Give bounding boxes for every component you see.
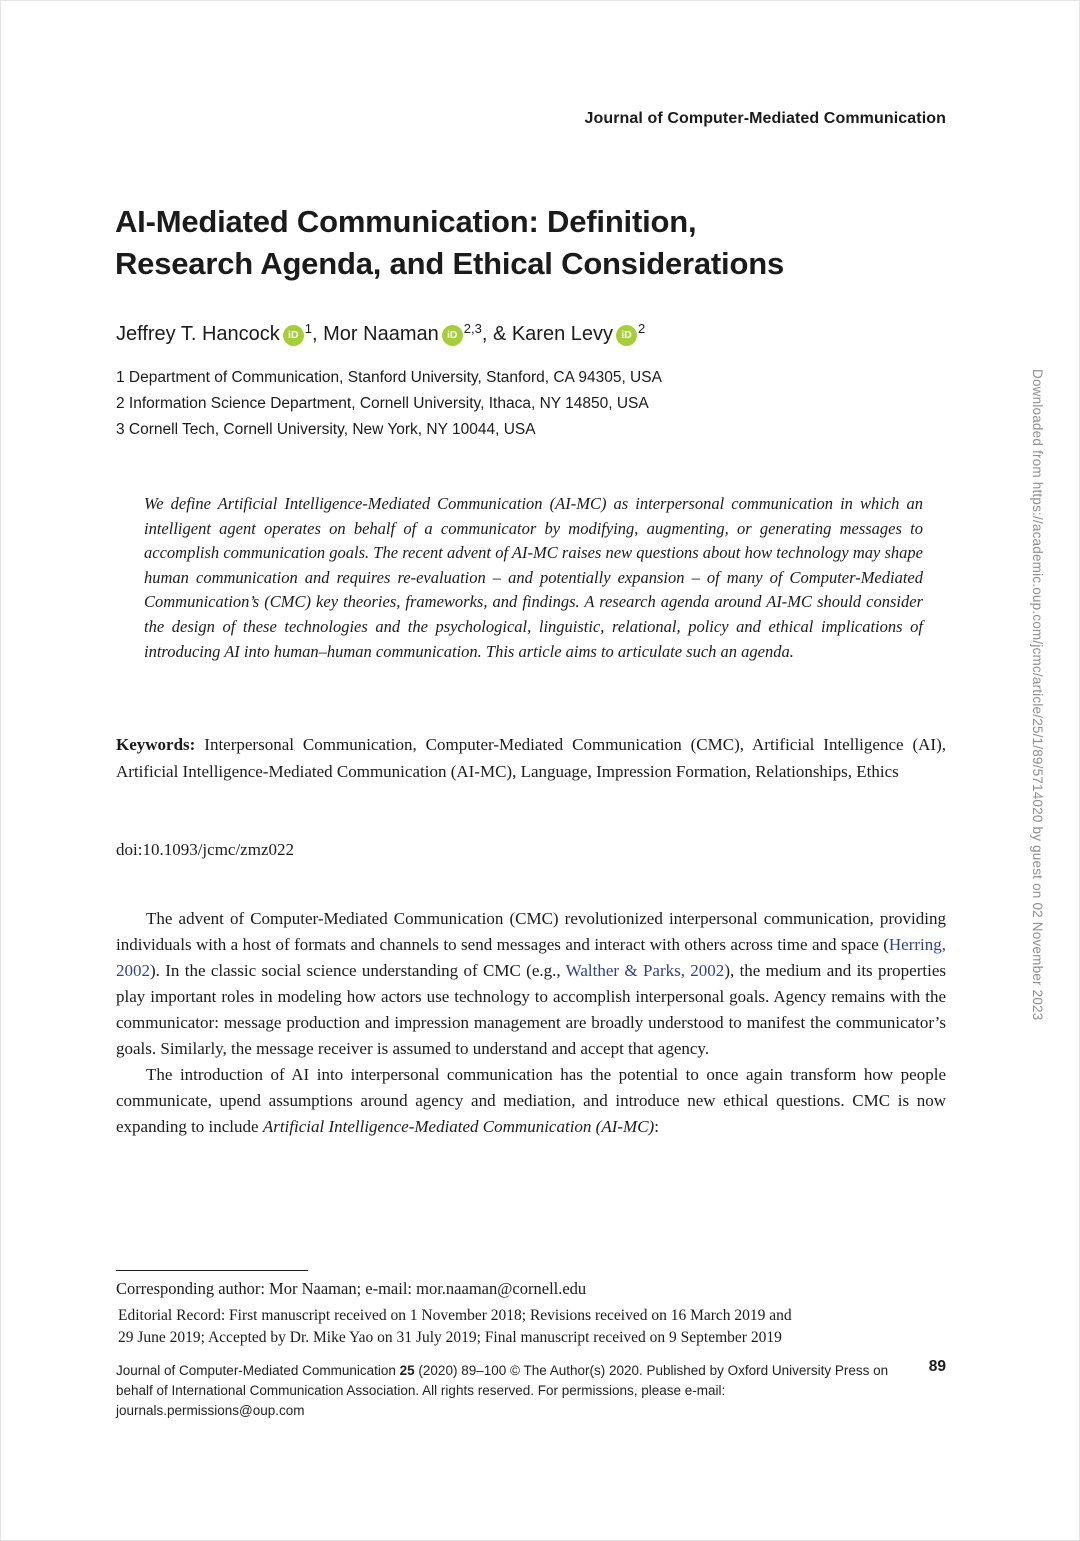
footer-line: behalf of International Communication Association. All rights reserved. For permissions, please e-mail: journals.permissions@oup.com <box>116 1383 726 1418</box>
corresponding-author-note: Corresponding author: Mor Naaman; e-mail: mor.naaman@cornell.edu <box>116 1279 587 1298</box>
orcid-icon[interactable] <box>283 325 304 346</box>
editorial-record-note <box>118 1305 948 1349</box>
paragraph-text: The advent of Computer-Mediated Communication (CMC) revolutionized interpersonal communication, providing individuals with a host of formats and channels to send messages and interact with others across time and space ( <box>116 909 946 954</box>
affiliations-list <box>116 365 976 443</box>
author-affiliation-sup: 2 <box>638 321 646 336</box>
download-watermark: Downloaded from https://academic.oup.com/jcmc/article/25/1/89/5714020 by guest on 02 November 2023 <box>1030 369 1045 1021</box>
author-name: Mor Naaman <box>323 323 439 345</box>
orcid-icon[interactable] <box>442 325 463 346</box>
author-affiliation-sup: 1 <box>304 321 313 336</box>
page-number: 89 <box>928 1358 946 1375</box>
author-name: Jeffrey T. Hancock <box>116 323 280 345</box>
paragraph-text: The introduction of AI into interpersonal communication has the potential to once again transform how people communicate, upend assumptions around agency and mediation, and introduce new ethical questions. CMC is now expanding to include <box>116 1065 946 1136</box>
editorial-record-line: 29 June 2019; Accepted by Dr. Mike Yao on 31 July 2019; Final manuscript received on 9 September 2019 <box>118 1329 782 1346</box>
article-body <box>116 906 946 1140</box>
keywords-text: Interpersonal Communication, Computer-Mediated Communication (CMC), Artificial Intelligence (AI), Artificial Intelligence-Mediated Communication (AI-MC), Language, Impression Formation, Relationships, Ethics <box>116 735 946 781</box>
affiliation-item: 3 Cornell Tech, Cornell University, New York, NY 10044, USA <box>116 421 536 438</box>
editorial-record-line: Editorial Record: First manuscript received on 1 November 2018; Revisions received on 16 March 2019 and <box>118 1307 792 1324</box>
paragraph-text: : <box>654 1117 659 1136</box>
page-title <box>115 201 975 285</box>
doi-text: doi:10.1093/jcmc/zmz022 <box>116 840 294 859</box>
author-name: Karen Levy <box>511 323 614 345</box>
author-affiliation-sup: 2,3 <box>463 321 482 336</box>
paragraph-text: ). In the classic social science understanding of CMC (e.g., <box>150 961 566 980</box>
footer-text: Journal of Computer-Mediated Communication <box>116 1363 400 1378</box>
author-separator: , & <box>481 323 512 345</box>
citation-link-herring-2002[interactable]: Herring, 2002 <box>116 935 946 980</box>
abstract-text: We define Artificial Intelligence-Mediated Communication (AI-MC) as interpersonal communication in which an intelligent agent operates on behalf of a communicator by modifying, augmenting, or generating messages to accomplish communication goals. The recent advent of AI-MC raises new questions about how technology may shape human communication and requires re-evaluation – and potentially expansion – of many of Computer-Mediated Communication’s (CMC) key theories, frameworks, and findings. A research agenda around AI-MC should consider the design of these technologies and the psychological, linguistic, relational, policy and ethical implications of introducing AI into human–human communication. This article aims to articulate such an agenda. <box>144 494 923 661</box>
footnote-divider <box>116 1270 308 1271</box>
orcid-icon-label: iD <box>447 329 458 341</box>
footer-volume: 25 <box>399 1363 415 1378</box>
orcid-icon-label: iD <box>621 329 632 341</box>
title-line-2: Research Agenda, and Ethical Considerations <box>115 246 784 281</box>
citation-link-walther-parks-2002[interactable]: Walther & Parks, 2002 <box>565 961 725 980</box>
paragraph-text: ), the medium and its properties play important roles in modeling how actors use technology to accomplish interpersonal goals. Agency remains with the communicator: message production and impression management are broadly understood to manifest the communicator’s goals. Similarly, the message receiver is assumed to understand and accept that agency. <box>116 961 946 1058</box>
body-paragraph <box>116 1062 946 1140</box>
affiliation-item: 2 Information Science Department, Cornell University, Ithaca, NY 14850, USA <box>116 395 649 412</box>
keywords-label: Keywords: <box>116 735 196 754</box>
title-line-1: AI-Mediated Communication: Definition, <box>115 204 697 239</box>
author-byline <box>116 323 976 346</box>
body-paragraph <box>116 906 946 1062</box>
journal-header: Journal of Computer-Mediated Communication <box>584 110 946 127</box>
affiliation-item: 1 Department of Communication, Stanford University, Stanford, CA 94305, USA <box>116 369 662 386</box>
orcid-icon[interactable] <box>616 325 637 346</box>
footer-text: (2020) 89–100 © The Author(s) 2020. Published by Oxford University Press on <box>414 1363 889 1378</box>
orcid-icon-label: iD <box>288 329 299 341</box>
author-separator: , <box>312 323 324 345</box>
emphasized-term: Artificial Intelligence-Mediated Communication (AI-MC) <box>262 1117 655 1136</box>
keywords-block <box>116 731 946 785</box>
